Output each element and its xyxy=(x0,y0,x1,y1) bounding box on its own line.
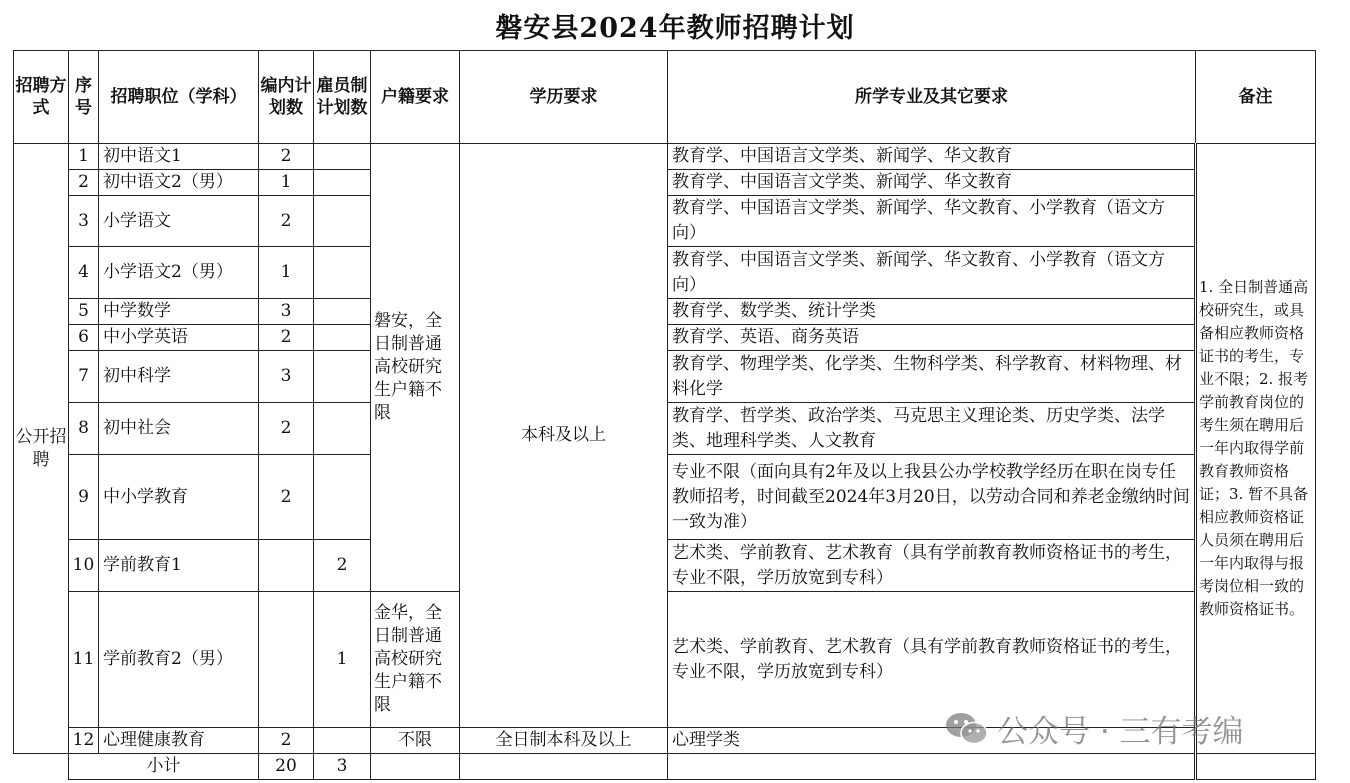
notes-cell: 1. 全日制普通高校研究生，或具备相应教师资格证书的考生，专业不限；2. 报考学前教育岗位的考生须在聘用后一年内取得学前教育教师资格证；3. 暂不具备相应教师资格证人员须在聘用后一年内取得与报考岗位相一致的教师资格证书。 xyxy=(1196,144,1316,754)
row-staff: 3 xyxy=(259,299,314,325)
row-position: 中小学英语 xyxy=(99,325,259,351)
row-no: 5 xyxy=(69,299,99,325)
hukou-unlimited-cell: 不限 xyxy=(371,728,460,754)
header-notes: 备注 xyxy=(1196,51,1316,144)
recruitment-table xyxy=(13,50,1316,780)
row-position: 初中科学 xyxy=(99,351,259,403)
row-major: 心理学类 xyxy=(668,728,1196,754)
header-employee-plan: 雇员制计划数 xyxy=(314,51,371,144)
header-staff-plan: 编内计划数 xyxy=(259,51,314,144)
row-staff: 2 xyxy=(259,403,314,455)
row-position: 小学语文 xyxy=(99,196,259,247)
row-position: 中小学教育 xyxy=(99,455,259,540)
row-employee: 1 xyxy=(314,592,371,728)
education-fulltime-cell: 全日制本科及以上 xyxy=(460,728,668,754)
row-major: 教育学、哲学类、政治学类、马克思主义理论类、历史学类、法学类、地理科学类、人文教育 xyxy=(668,403,1196,455)
row-staff: 2 xyxy=(259,728,314,754)
row-position: 初中语文2（男） xyxy=(99,170,259,196)
education-main-cell: 本科及以上 xyxy=(460,144,668,728)
row-employee xyxy=(314,247,371,299)
row-staff: 2 xyxy=(259,455,314,540)
row-no: 2 xyxy=(69,170,99,196)
row-position: 学前教育2（男） xyxy=(99,592,259,728)
header-education: 学历要求 xyxy=(460,51,668,144)
row-no: 6 xyxy=(69,325,99,351)
row-staff xyxy=(259,592,314,728)
row-staff xyxy=(259,540,314,592)
row-staff: 1 xyxy=(259,247,314,299)
header-method: 招聘方式 xyxy=(14,51,69,144)
row-position: 心理健康教育 xyxy=(99,728,259,754)
subtotal-blank xyxy=(460,754,668,780)
subtotal-row xyxy=(14,754,1316,780)
row-no: 10 xyxy=(69,540,99,592)
row-staff: 3 xyxy=(259,351,314,403)
wechat-icon xyxy=(945,711,989,747)
subtotal-staff: 20 xyxy=(259,754,314,780)
hukou-main-cell: 磐安，全日制普通高校研究生户籍不限 xyxy=(371,144,460,592)
row-employee xyxy=(314,196,371,247)
method-cell: 公开招聘 xyxy=(14,144,69,754)
row-major: 教育学、中国语言文学类、新闻学、华文教育、小学教育（语文方向） xyxy=(668,247,1196,299)
row-position: 中学数学 xyxy=(99,299,259,325)
row-major: 教育学、中国语言文学类、新闻学、华文教育 xyxy=(668,144,1196,170)
subtotal-blank xyxy=(14,754,69,780)
subtotal-blank xyxy=(371,754,460,780)
row-major: 教育学、中国语言文学类、新闻学、华文教育、小学教育（语文方向） xyxy=(668,196,1196,247)
watermark-text: 公众号 · 三有考编 xyxy=(997,714,1244,750)
header-major: 所学专业及其它要求 xyxy=(668,51,1196,144)
subtotal-blank xyxy=(668,754,1196,780)
row-major: 教育学、英语、商务英语 xyxy=(668,325,1196,351)
row-no: 3 xyxy=(69,196,99,247)
row-major: 艺术类、学前教育、艺术教育（具有学前教育教师资格证书的考生，专业不限，学历放宽到专科） xyxy=(668,540,1196,592)
row-no: 12 xyxy=(69,728,99,754)
row-no: 9 xyxy=(69,455,99,540)
row-no: 8 xyxy=(69,403,99,455)
row-no: 7 xyxy=(69,351,99,403)
row-no: 1 xyxy=(69,144,99,170)
row-position: 初中社会 xyxy=(99,403,259,455)
row-major: 教育学、数学类、统计学类 xyxy=(668,299,1196,325)
row-employee xyxy=(314,403,371,455)
row-major: 教育学、中国语言文学类、新闻学、华文教育 xyxy=(668,170,1196,196)
row-staff: 2 xyxy=(259,144,314,170)
row-staff: 1 xyxy=(259,170,314,196)
subtotal-employee: 3 xyxy=(314,754,371,780)
row-major: 专业不限（面向具有2年及以上我县公办学校教学经历在职在岗专任教师招考，时间截至2024年3月20日，以劳动合同和养老金缴纳时间一致为准） xyxy=(668,455,1196,540)
row-major: 教育学、物理学类、化学类、生物科学类、科学教育、材料物理、材料化学 xyxy=(668,351,1196,403)
row-no: 11 xyxy=(69,592,99,728)
row-major: 艺术类、学前教育、艺术教育（具有学前教育教师资格证书的考生，专业不限，学历放宽到专科） xyxy=(668,592,1196,728)
row-employee xyxy=(314,351,371,403)
page-title: 磐安县2024年教师招聘计划 xyxy=(495,13,855,44)
row-employee xyxy=(314,325,371,351)
row-staff: 2 xyxy=(259,196,314,247)
table-row xyxy=(14,144,1316,170)
row-position: 初中语文1 xyxy=(99,144,259,170)
row-employee xyxy=(314,144,371,170)
row-employee: 2 xyxy=(314,540,371,592)
row-position: 学前教育1 xyxy=(99,540,259,592)
row-staff: 2 xyxy=(259,325,314,351)
row-employee xyxy=(314,455,371,540)
row-position: 小学语文2（男） xyxy=(99,247,259,299)
watermark xyxy=(945,706,1244,751)
hukou-jinhua-cell: 金华，全日制普通高校研究生户籍不限 xyxy=(371,592,460,728)
row-employee xyxy=(314,728,371,754)
row-employee xyxy=(314,299,371,325)
subtotal-blank xyxy=(1196,754,1316,780)
header-position: 招聘职位（学科） xyxy=(99,51,259,144)
header-no: 序号 xyxy=(69,51,99,144)
header-hukou: 户籍要求 xyxy=(371,51,460,144)
subtotal-label: 小计 xyxy=(69,754,259,780)
row-no: 4 xyxy=(69,247,99,299)
row-employee xyxy=(314,170,371,196)
header-row xyxy=(14,51,1316,144)
